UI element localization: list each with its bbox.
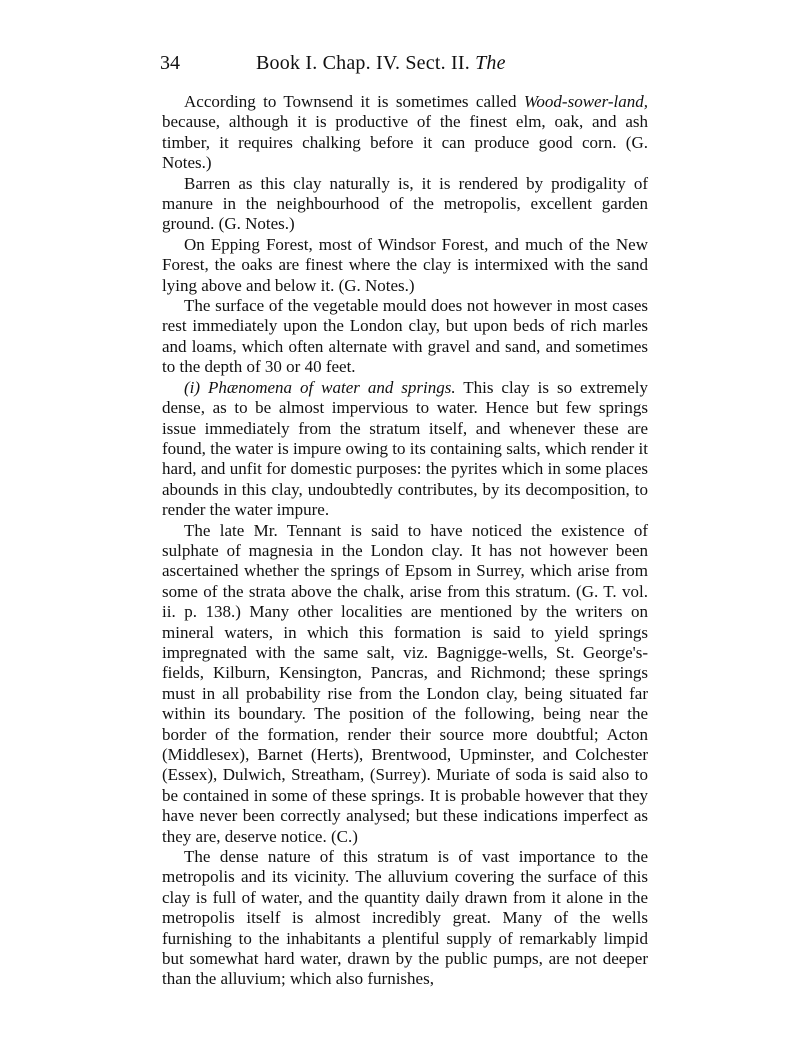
paragraph-epping-forest: On Epping Forest, most of Windsor Forest, and much of the New Forest, the oaks are finest where the clay is intermixed with the sand lying above and below it. (G. Notes.) [162,234,648,295]
running-head-text: Book I. Chap. IV. Sect. II. [256,52,470,74]
page-body [162,92,648,990]
paragraph-vegetable-mould: The surface of the vegetable mould does not however in most cases rest immediately upon the London clay, but upon beds of rich marles and loams, which often alternate with gravel and sand, and sometimes to the depth of 30 or 40 feet. [162,296,648,377]
paragraph-wood-sower-land: According to Townsend it is sometimes called Wood-sower-land, because, although it is productive of the finest elm, oak, and ash timber, it requires chalking before it can produce good corn. (G. Notes.) [162,92,648,173]
paragraph-dense-nature: The dense nature of this stratum is of vast importance to the metropolis and its vicinity. The alluvium covering the surface of this clay is full of water, and the quantity daily drawn from it alone in the metropolis itself is almost incredibly great. Many of the wells furnishing to the inhabitants a plentiful supply of remarkably limpid but somewhat hard water, drawn by the public pumps, are not deeper than the alluvium; which also furnishes, [162,847,648,989]
paragraph-tennant-magnesia: The late Mr. Tennant is said to have noticed the existence of sulphate of magnesia in the London clay. It has not however been ascertained whether the springs of Epsom in Surrey, which arise from some of the strata above the chalk, arise from this stratum. (G. T. vol. ii. p. 138.) Many other localities are mentioned by the writers on mineral waters, in which this formation is said to yield springs impregnated with the same salt, viz. Bagnigge-wells, St. George's-fields, Kilburn, Kensington, Pancras, and Richmond; these springs must in all probability rise from the London clay, being situated far within its boundary. The position of the following, being near the border of the formation, render their source more doubtful; Acton (Middlesex), Barnet (Herts), Brentwood, Upminster, and Colchester (Essex), Dulwich, Streatham, (Surrey). Muriate of soda is said also to be contained in some of these springs. It is probable however that they have never been correctly analysed; but these indications imperfect as they are, deserve notice. (C.) [162,520,648,846]
page-number: 34 [160,52,180,74]
running-head-tail: The [475,52,506,74]
term-wood-sower-land: Wood-sower-land, [523,92,648,111]
section-heading-water-springs: (i) Phænomena of water and springs. [184,377,456,397]
paragraph-phaenomena-water: (i) Phænomena of water and springs. This clay is so extremely dense, as to be almost impervious to water. Hence but few springs issue immediately from the stratum itself, and whenever these are found, the water is impure owing to its containing salts, which render it hard, and unfit for domestic purposes: the pyrites which in some places abounds in this clay, undoubtedly contributes, by its decomposition, to render the water impure. [162,377,649,520]
page-header [160,50,650,76]
paragraph-barren-clay: Barren as this clay naturally is, it is rendered by prodigality of manure in the neighbourhood of the metropolis, excellent garden ground. (G. Notes.) [162,173,648,234]
running-head [256,50,506,76]
